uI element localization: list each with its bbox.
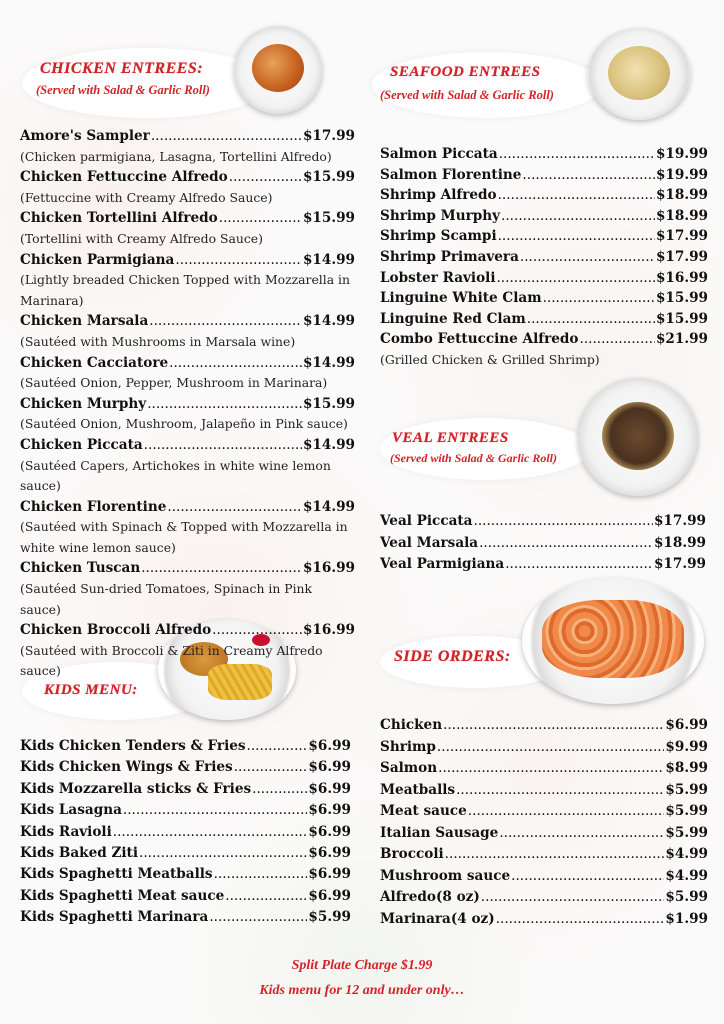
menu-item-name: Meatballs — [380, 781, 456, 798]
menu-item-price: $8.99 — [665, 760, 708, 776]
dot-leader — [212, 620, 302, 641]
menu-item-row — [20, 558, 355, 579]
dot-leader — [437, 737, 665, 759]
menu-item-row — [380, 758, 708, 780]
dot-leader — [175, 250, 302, 271]
dot-leader — [438, 758, 664, 780]
menu-item-price: $6.99 — [308, 759, 351, 776]
dot-leader — [505, 554, 653, 576]
veal-plate-image — [578, 378, 698, 496]
menu-item-row — [380, 329, 708, 350]
dot-leader — [496, 909, 665, 931]
dot-leader — [456, 780, 664, 802]
menu-item-price: $14.99 — [302, 436, 355, 453]
dot-leader — [498, 226, 655, 247]
seafood-pasta-plate-image — [588, 28, 690, 120]
menu-item-row — [380, 737, 708, 759]
menu-item-name: Kids Lasagna — [20, 802, 122, 819]
menu-item-row — [20, 208, 355, 229]
menu-item-name: Mushroom sauce — [380, 867, 511, 884]
menu-item-price: $6.99 — [308, 823, 351, 840]
menu-item-name: Chicken Parmigiana — [20, 251, 175, 268]
menu-item-price: $5.99 — [308, 909, 351, 926]
menu-item-name: Kids Baked Ziti — [20, 845, 139, 862]
menu-item-row — [20, 394, 355, 415]
menu-item-name: Shrimp Scampi — [380, 228, 497, 245]
menu-item-price: $19.99 — [655, 146, 708, 162]
dot-leader — [443, 715, 664, 737]
menu-item-price: $14.99 — [302, 313, 355, 330]
menu-item-description: (Sautéed with Spinach & Topped with Mozzarella in white wine lemon sauce) — [20, 519, 348, 555]
menu-item-price: $16.99 — [655, 269, 708, 286]
dot-leader — [149, 311, 302, 332]
menu-item-row — [380, 226, 708, 247]
menu-item-name: Kids Mozzarella sticks & Fries — [20, 780, 252, 797]
menu-item-name: Marinara(4 oz) — [380, 910, 495, 927]
chicken-entrees-list — [20, 126, 355, 682]
menu-item-price: $16.99 — [302, 560, 355, 577]
menu-item-price: $19.99 — [655, 166, 708, 183]
menu-item-description: (Chicken parmigiana, Lasagna, Tortellini Alfredo) — [20, 148, 332, 164]
menu-item-row — [380, 823, 708, 845]
dot-leader — [499, 823, 664, 845]
dot-leader — [527, 309, 655, 330]
menu-item-price: $6.99 — [308, 845, 351, 862]
menu-item-name: Chicken Marsala — [20, 313, 149, 330]
menu-item-price: $16.99 — [302, 622, 355, 639]
menu-item-row — [380, 801, 708, 823]
menu-item-price: $18.99 — [653, 534, 706, 551]
menu-item-name: Salmon Piccata — [380, 146, 498, 162]
menu-item-name: Broccoli — [380, 846, 444, 862]
menu-item-row — [20, 736, 351, 757]
dot-leader — [219, 208, 302, 229]
dot-leader — [209, 907, 307, 928]
dot-leader — [498, 185, 655, 206]
chicken-title: CHICKEN ENTREES: — [40, 60, 204, 77]
dot-leader — [144, 435, 302, 456]
dot-leader — [474, 511, 653, 533]
menu-item-price: $15.99 — [655, 290, 708, 307]
menu-item-row — [20, 886, 351, 907]
menu-item-price: $17.99 — [653, 556, 706, 572]
menu-item-name: Chicken — [380, 717, 443, 733]
menu-item-name: Kids Chicken Tenders & Fries — [20, 738, 246, 754]
sides-title: SIDE ORDERS: — [394, 648, 511, 665]
menu-item-row — [380, 309, 708, 330]
menu-item-name: Chicken Tuscan — [20, 560, 141, 577]
seafood-entrees-list — [380, 144, 708, 371]
menu-item-name: Chicken Florentine — [20, 498, 167, 515]
menu-item-name: Lobster Ravioli — [380, 269, 496, 286]
menu-item-name: Veal Marsala — [380, 534, 479, 551]
menu-item-price: $6.99 — [308, 887, 351, 904]
kids-menu-note: Kids menu for 12 and under only… — [259, 983, 465, 998]
menu-item-price: $14.99 — [302, 251, 355, 268]
dot-leader — [169, 353, 302, 374]
menu-item-row — [380, 144, 708, 165]
menu-item-row — [380, 887, 708, 909]
menu-item-name: Alfredo(8 oz) — [380, 889, 480, 905]
menu-item-name: Chicken Broccoli Alfredo — [20, 622, 212, 639]
dot-leader — [167, 497, 302, 518]
menu-item-price: $18.99 — [655, 187, 708, 204]
dot-leader — [496, 268, 654, 289]
menu-item-price: $15.99 — [302, 395, 355, 412]
menu-item-row — [20, 620, 355, 641]
menu-item-price: $4.99 — [665, 846, 708, 862]
menu-item-description: (Sautéed with Mushrooms in Marsala wine) — [20, 333, 296, 349]
split-plate-charge: Split Plate Charge $1.99 — [291, 958, 433, 973]
seafood-header-oval — [372, 52, 602, 118]
menu-item-row — [20, 353, 355, 374]
dot-leader — [499, 144, 655, 165]
menu-item-row — [380, 268, 708, 289]
menu-item-row — [380, 715, 708, 737]
menu-item-row — [380, 288, 708, 309]
menu-item-row — [20, 800, 351, 821]
dot-leader — [445, 844, 665, 866]
menu-item-price: $5.99 — [665, 824, 708, 841]
menu-item-name: Kids Chicken Wings & Fries — [20, 759, 233, 776]
menu-item-price: $9.99 — [665, 738, 708, 755]
menu-item-price: $14.99 — [302, 498, 355, 515]
menu-item-description: (Sautéed Sun-dried Tomatoes, Spinach in Pink sauce) — [20, 581, 313, 617]
menu-item-price: $6.99 — [308, 866, 351, 883]
menu-item-name: Italian Sausage — [380, 824, 499, 841]
dot-leader — [511, 866, 664, 888]
dot-leader — [123, 800, 308, 821]
dot-leader — [139, 843, 307, 864]
menu-item-name: Shrimp Alfredo — [380, 187, 497, 204]
menu-item-name: Kids Spaghetti Meatballs — [20, 866, 213, 883]
menu-item-row — [380, 185, 708, 206]
dot-leader — [113, 822, 308, 843]
veal-title: VEAL ENTREES — [392, 430, 509, 446]
chicken-subtitle: (Served with Salad & Garlic Roll) — [36, 83, 210, 97]
menu-item-price: $15.99 — [655, 310, 708, 327]
menu-item-name: Chicken Piccata — [20, 436, 143, 453]
menu-item-name: Chicken Fettuccine Alfredo — [20, 169, 228, 186]
menu-item-name: Chicken Tortellini Alfredo — [20, 210, 218, 227]
menu-item-row — [20, 311, 355, 332]
menu-item-row — [20, 779, 351, 800]
menu-item-row — [20, 843, 351, 864]
menu-item-row — [380, 206, 708, 227]
menu-item-name: Veal Parmigiana — [380, 556, 505, 572]
menu-item-price: $6.99 — [308, 738, 351, 754]
dot-leader — [141, 558, 302, 579]
menu-item-price: $1.99 — [665, 910, 708, 927]
menu-item-description: (Sautéed Onion, Mushroom, Jalapeño in Pink sauce) — [20, 416, 348, 432]
chicken-pasta-plate-image — [234, 26, 322, 114]
menu-item-row — [20, 167, 355, 188]
dot-leader — [520, 247, 655, 268]
menu-item-row — [20, 822, 351, 843]
menu-item-name: Amore's Sampler — [20, 128, 150, 144]
dot-leader — [247, 736, 308, 757]
kids-menu-list — [20, 736, 351, 929]
menu-item-name: Meat sauce — [380, 803, 467, 819]
menu-item-price: $17.99 — [653, 513, 706, 529]
menu-item-price: $4.99 — [665, 867, 708, 884]
menu-item-price: $15.99 — [302, 210, 355, 227]
menu-item-row — [380, 866, 708, 888]
seafood-title: SEAFOOD ENTREES — [390, 64, 541, 80]
menu-item-row — [380, 554, 706, 576]
menu-item-name: Linguine Red Clam — [380, 310, 526, 327]
menu-item-name: Kids Spaghetti Meat sauce — [20, 887, 225, 904]
menu-item-price: $21.99 — [655, 331, 708, 348]
dot-leader — [481, 887, 665, 909]
menu-item-price: $6.99 — [665, 717, 708, 733]
menu-item-price: $14.99 — [302, 354, 355, 371]
menu-item-name: Veal Piccata — [380, 513, 473, 529]
menu-item-row — [380, 844, 708, 866]
menu-item-price: $6.99 — [308, 802, 351, 819]
menu-item-row — [20, 907, 351, 928]
menu-item-row — [20, 497, 355, 518]
menu-item-price: $5.99 — [665, 889, 708, 905]
menu-item-row — [380, 909, 708, 931]
menu-item-row — [380, 780, 708, 802]
menu-item-name: Chicken Murphy — [20, 395, 147, 412]
menu-item-row — [20, 757, 351, 778]
menu-item-name: Linguine White Clam — [380, 290, 542, 307]
menu-item-description: (Grilled Chicken & Grilled Shrimp) — [380, 351, 600, 367]
menu-item-price: $5.99 — [665, 803, 708, 819]
menu-item-name: Salmon — [380, 760, 438, 776]
menu-item-description: (Fettuccine with Creamy Alfredo Sauce) — [20, 189, 273, 205]
menu-item-price: $6.99 — [308, 780, 351, 797]
dot-leader — [479, 533, 653, 555]
menu-item-name: Kids Ravioli — [20, 823, 112, 840]
menu-item-name: Chicken Cacciatore — [20, 354, 169, 371]
dot-leader — [501, 206, 655, 227]
menu-item-description: (Sautéed Capers, Artichokes in white wine lemon sauce) — [20, 457, 331, 494]
menu-item-description: (Lightly breaded Chicken Topped with Mozzarella in Marinara) — [20, 272, 350, 308]
side-orders-list — [380, 715, 708, 930]
menu-item-price: $17.99 — [655, 248, 708, 265]
menu-item-name: Combo Fettuccine Alfredo — [380, 331, 579, 348]
menu-item-description: (Sautéed with Broccoli & Ziti in Creamy Alfredo sauce) — [20, 642, 323, 679]
dot-leader — [147, 394, 302, 415]
menu-item-price: $18.99 — [655, 207, 708, 224]
dot-leader — [252, 779, 307, 800]
dot-leader — [229, 167, 302, 188]
menu-item-description: (Tortellini with Creamy Alfredo Sauce) — [20, 230, 263, 246]
menu-item-price: $5.99 — [665, 781, 708, 798]
dot-leader — [468, 801, 665, 823]
menu-item-row — [380, 511, 706, 533]
veal-entrees-list — [380, 511, 706, 576]
dot-leader — [225, 886, 307, 907]
menu-item-price: $17.99 — [655, 228, 708, 245]
menu-item-row — [380, 247, 708, 268]
dot-leader — [522, 165, 655, 186]
menu-item-name: Shrimp — [380, 738, 436, 755]
dot-leader — [151, 126, 302, 147]
menu-item-price: $15.99 — [302, 169, 355, 186]
menu-item-description: (Sautéed Onion, Pepper, Mushroom in Marinara) — [20, 375, 328, 391]
menu-item-row — [380, 533, 706, 555]
side-shrimp-plate-image — [522, 578, 704, 704]
dot-leader — [543, 288, 655, 309]
menu-item-row — [20, 435, 355, 456]
veal-header-oval — [380, 418, 590, 480]
menu-item-row — [380, 165, 708, 186]
veal-subtitle: (Served with Salad & Garlic Roll) — [390, 451, 558, 465]
dot-leader — [580, 329, 655, 350]
menu-item-name: Shrimp Primavera — [380, 248, 519, 265]
menu-item-row — [20, 250, 355, 271]
kids-title: KIDS MENU: — [44, 682, 138, 698]
menu-item-row — [20, 864, 351, 885]
menu-item-row — [20, 126, 355, 147]
dot-leader — [214, 864, 308, 885]
menu-item-name: Salmon Florentine — [380, 166, 522, 183]
seafood-subtitle: (Served with Salad & Garlic Roll) — [380, 88, 554, 102]
menu-item-name: Shrimp Murphy — [380, 207, 501, 224]
menu-item-price: $17.99 — [302, 128, 355, 144]
menu-item-name: Kids Spaghetti Marinara — [20, 909, 209, 926]
dot-leader — [234, 757, 308, 778]
